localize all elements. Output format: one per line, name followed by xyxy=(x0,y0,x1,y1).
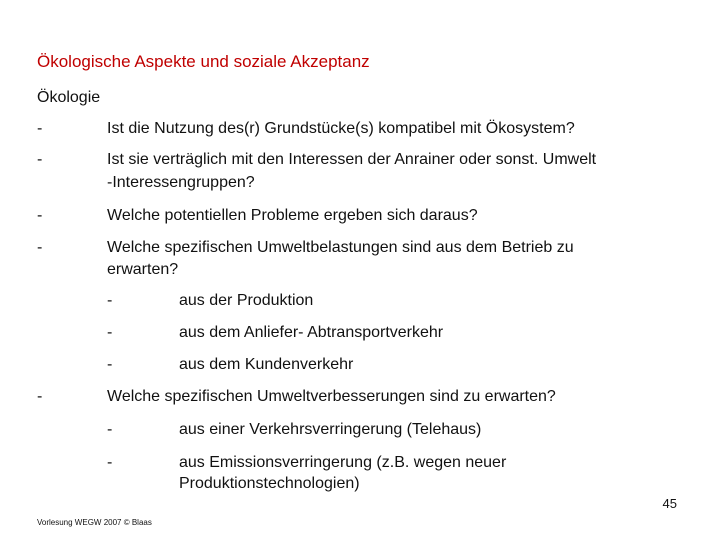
sub-bullet-dash: - xyxy=(107,454,113,471)
section-heading: Ökologie xyxy=(37,89,101,106)
sub-bullet-text: aus einer Verkehrsverringerung (Telehaus) xyxy=(179,421,482,438)
sub-bullet-dash: - xyxy=(107,324,113,341)
page-number: 45 xyxy=(662,496,677,511)
bullet-text: Welche potentiellen Probleme ergeben sich daraus? xyxy=(107,207,478,224)
bullet-text-continuation: erwarten? xyxy=(107,261,179,278)
sub-bullet-text: aus dem Kundenverkehr xyxy=(179,356,354,373)
sub-bullet-text: aus der Produktion xyxy=(179,292,314,309)
bullet-dash: - xyxy=(37,388,43,405)
bullet-text-continuation: -Interessengruppen? xyxy=(107,174,255,191)
bullet-dash: - xyxy=(37,207,43,224)
sub-bullet-text: aus dem Anliefer- Abtransportverkehr xyxy=(179,324,444,341)
bullet-dash: - xyxy=(37,151,43,168)
bullet-dash: - xyxy=(37,239,43,256)
sub-bullet-text-continuation: Produktionstechnologien) xyxy=(179,475,360,492)
bullet-text: Welche spezifischen Umweltverbesserungen sind zu erwarten? xyxy=(107,388,556,405)
bullet-text: Welche spezifischen Umweltbelastungen sind aus dem Betrieb zu xyxy=(107,239,574,256)
slide-title: Ökologische Aspekte und soziale Akzeptanz xyxy=(37,52,370,71)
sub-bullet-dash: - xyxy=(107,292,113,309)
sub-bullet-text: aus Emissionsverringerung (z.B. wegen neuer xyxy=(179,454,507,471)
sub-bullet-dash: - xyxy=(107,421,113,438)
bullet-text: Ist die Nutzung des(r) Grundstücke(s) kompatibel mit Ökosystem? xyxy=(107,120,575,137)
bullet-text: Ist sie verträglich mit den Interessen der Anrainer oder sonst. Umwelt xyxy=(107,151,597,168)
footer-text: Vorlesung WEGW 2007 © Blaas xyxy=(37,518,152,527)
bullet-dash: - xyxy=(37,120,43,137)
sub-bullet-dash: - xyxy=(107,356,113,373)
